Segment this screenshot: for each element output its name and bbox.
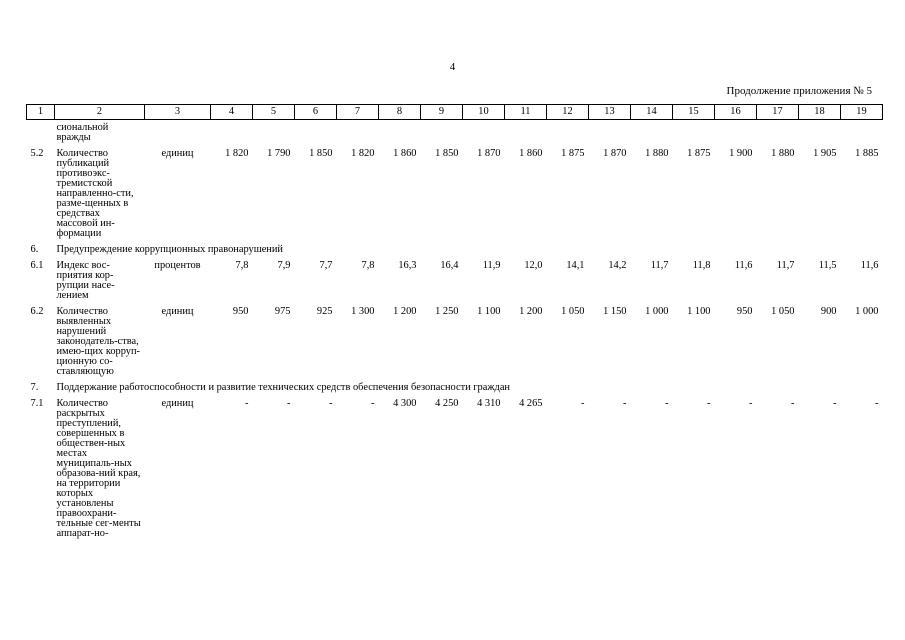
row-name: Количество раскрытых преступлений, совершенных в обществен-ных местах муниципаль-ных образова-ний края, на территории которых установлены правоохрани-тельные сег-менты аппарат-но- xyxy=(56,398,141,539)
table-cell: 1 885 xyxy=(855,148,879,159)
table-cell: 4 265 xyxy=(519,398,543,409)
table-cell: 1 860 xyxy=(519,148,543,159)
table-cell: 1 820 xyxy=(351,148,375,159)
column-header: 11 xyxy=(505,105,547,120)
column-header: 7 xyxy=(337,105,379,120)
carry-over-text: сиональной вражды xyxy=(56,122,109,143)
table-cell: 12,0 xyxy=(524,260,543,271)
table-cell: - xyxy=(833,398,837,409)
column-header: 6 xyxy=(295,105,337,120)
row-code: 6.2 xyxy=(30,306,44,317)
table-cell: 7,9 xyxy=(277,260,291,271)
row-name: Количество выявленных нарушений законодатель-ства, имею-щих корруп-ционную со-ставляющую xyxy=(56,306,141,377)
table-cell: 1 000 xyxy=(855,306,879,317)
table-cell: 1 850 xyxy=(309,148,333,159)
column-header: 16 xyxy=(715,105,757,120)
column-header: 14 xyxy=(631,105,673,120)
table-cell: 1 880 xyxy=(771,148,795,159)
table-cell: 900 xyxy=(820,306,837,317)
table-cell: 1 050 xyxy=(561,306,585,317)
table-cell: 1 880 xyxy=(645,148,669,159)
table-cell: - xyxy=(875,398,879,409)
table-cell: 1 900 xyxy=(729,148,753,159)
table-cell: 7,7 xyxy=(319,260,333,271)
table-cell: 1 200 xyxy=(519,306,543,317)
table-cell: 1 050 xyxy=(771,306,795,317)
table-row xyxy=(27,143,883,239)
column-header: 10 xyxy=(463,105,505,120)
table-cell: - xyxy=(581,398,585,409)
row-code: 6.1 xyxy=(30,260,44,271)
table-cell: - xyxy=(749,398,753,409)
table-cell: 11,8 xyxy=(692,260,711,271)
section-row xyxy=(27,377,883,393)
page-number: 4 xyxy=(449,61,456,73)
column-header: 2 xyxy=(55,105,145,120)
table-cell: 4 300 xyxy=(393,398,417,409)
table-cell: 1 905 xyxy=(813,148,837,159)
table-row xyxy=(27,255,883,301)
table-cell: 14,1 xyxy=(566,260,585,271)
column-header: 18 xyxy=(799,105,841,120)
table-cell: 1 200 xyxy=(393,306,417,317)
table-cell: - xyxy=(245,398,249,409)
column-header: 3 xyxy=(145,105,211,120)
section-code: 6. xyxy=(30,244,39,255)
table-cell: 925 xyxy=(316,306,333,317)
table-row xyxy=(27,301,883,377)
table-row xyxy=(27,393,883,539)
header-row xyxy=(27,105,883,120)
table-cell: 4 250 xyxy=(435,398,459,409)
table-cell: - xyxy=(623,398,627,409)
table-cell: 1 850 xyxy=(435,148,459,159)
column-header: 1 xyxy=(27,105,55,120)
table-cell: 1 860 xyxy=(393,148,417,159)
table-cell: 11,7 xyxy=(776,260,795,271)
row-code: 7.1 xyxy=(30,398,44,409)
table-cell: 14,2 xyxy=(608,260,627,271)
table-cell: 1 870 xyxy=(603,148,627,159)
table-cell: 1 250 xyxy=(435,306,459,317)
table-cell: 975 xyxy=(274,306,291,317)
table-cell: 16,3 xyxy=(398,260,417,271)
table-cell: 1 820 xyxy=(225,148,249,159)
table-cell: 1 150 xyxy=(603,306,627,317)
table-cell: 4 310 xyxy=(477,398,501,409)
column-header: 4 xyxy=(211,105,253,120)
table-cell: 1 875 xyxy=(561,148,585,159)
column-header: 8 xyxy=(379,105,421,120)
column-header: 13 xyxy=(589,105,631,120)
row-unit: единиц xyxy=(161,306,194,317)
section-row xyxy=(27,239,883,255)
column-header: 12 xyxy=(547,105,589,120)
table-cell: 950 xyxy=(736,306,753,317)
table-cell: 1 100 xyxy=(477,306,501,317)
carry-over-row xyxy=(27,120,883,144)
table-cell: 11,7 xyxy=(650,260,669,271)
table-cell: 1 100 xyxy=(687,306,711,317)
table-cell: 11,9 xyxy=(482,260,501,271)
section-title: Предупреждение коррупционных правонарушений xyxy=(56,244,283,255)
table-cell: 11,5 xyxy=(818,260,837,271)
column-header: 5 xyxy=(253,105,295,120)
column-header: 17 xyxy=(757,105,799,120)
table-cell: 16,4 xyxy=(440,260,459,271)
table-cell: - xyxy=(707,398,711,409)
table-cell: 11,6 xyxy=(860,260,879,271)
table-cell: - xyxy=(665,398,669,409)
section-title: Поддержание работоспособности и развитие технических средств обеспечения безопасности граждан xyxy=(56,382,510,393)
table-cell: 1 000 xyxy=(645,306,669,317)
row-name: Количество публикаций противоэкс-тремистской направленно-сти, разме-щенных в средствах массовой ин-формации xyxy=(56,148,134,239)
table-cell: - xyxy=(791,398,795,409)
section-code: 7. xyxy=(30,382,39,393)
table-cell: 950 xyxy=(232,306,249,317)
indicator-table xyxy=(26,104,883,539)
row-name: Индекс вос-приятия кор-рупции насе-лением xyxy=(56,260,115,301)
column-header: 19 xyxy=(841,105,883,120)
continuation-caption: Продолжение приложения № 5 xyxy=(726,85,872,97)
table-cell: - xyxy=(329,398,333,409)
table-cell: 7,8 xyxy=(361,260,375,271)
table-cell: 11,6 xyxy=(734,260,753,271)
table-cell: 1 300 xyxy=(351,306,375,317)
column-header: 15 xyxy=(673,105,715,120)
table-cell: - xyxy=(371,398,375,409)
table-cell: 1 875 xyxy=(687,148,711,159)
row-code: 5.2 xyxy=(30,148,44,159)
row-unit: единиц xyxy=(161,398,194,409)
table-cell: 1 790 xyxy=(267,148,291,159)
table-cell: 1 870 xyxy=(477,148,501,159)
column-header: 9 xyxy=(421,105,463,120)
row-unit: единиц xyxy=(161,148,194,159)
table-cell: 7,8 xyxy=(235,260,249,271)
row-unit: процентов xyxy=(154,260,201,271)
table-cell: - xyxy=(287,398,291,409)
